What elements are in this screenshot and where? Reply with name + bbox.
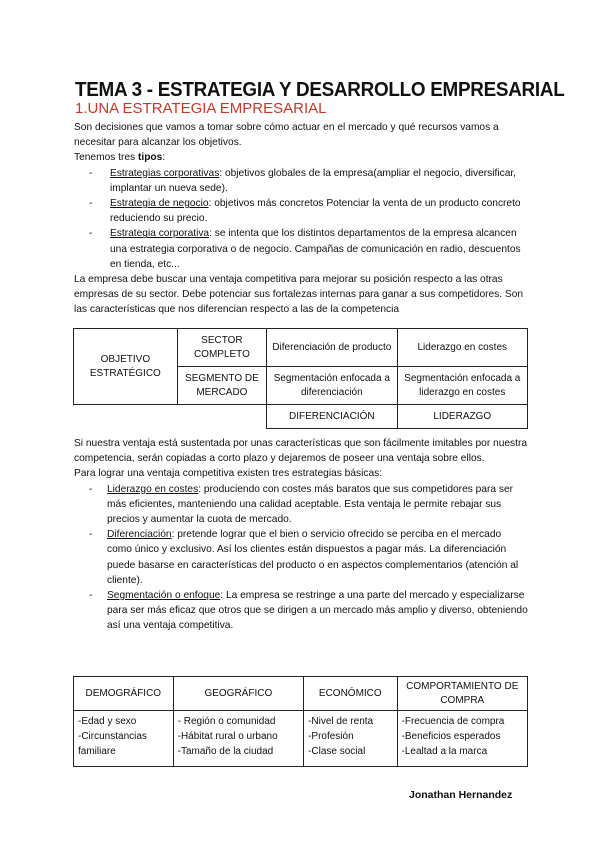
tres-estrategias-paragraph: Para lograr una ventaja competitiva existen tres estrategias básicas:	[74, 468, 383, 480]
types-intro-bold: tipos	[137, 152, 163, 164]
list-item-term: Diferenciación	[107, 529, 172, 541]
header-geografico: GEOGRÁFICO	[173, 677, 303, 711]
geografico-cell	[173, 711, 303, 767]
list-item-text: : La empresa se restringe a una parte del mercado y especializarse para ser más eficaz que otros que se dirigen a un mercado más amplio y diverso, obteniendo así una ventaja competitiva.	[107, 590, 528, 632]
list-item-text: : objetivos más concretos Potenciar la venta de un producto concreto reduciendo su precio.	[110, 198, 521, 225]
list-item-text: : pretende lograr que el bien o servicio ofrecido se perciba en el mercado como único y exclusivo. Así los clientes están dispuestos a pagar más. La diferenciación puede basarse en características del producto o en aspectos complementarios (atención al cliente).	[107, 529, 519, 586]
list-item-term: Estrategia de negocio	[110, 198, 209, 210]
document-title: TEMA 3 - ESTRATEGIA Y DESARROLLO EMPRESARIAL	[75, 78, 565, 101]
strategies-section	[74, 436, 528, 634]
segmentation-table	[73, 676, 528, 767]
section-title: 1.UNA ESTRATEGIA EMPRESARIAL	[75, 100, 327, 117]
list-item	[74, 166, 528, 196]
list-item-text: : objetivos globales de la empresa(ampliar el negocio, diversificar, implantar un nueva sede).	[110, 167, 517, 194]
header-comportamiento: COMPORTAMIENTO DE COMPRA	[397, 677, 527, 711]
demografico-cell	[74, 711, 174, 767]
list-item: -Tamaño de la ciudad	[177, 746, 274, 757]
empty-cell	[177, 405, 266, 429]
list-item: -Edad y sexo	[78, 716, 137, 727]
types-intro-post: :	[162, 152, 166, 164]
economico-cell	[304, 711, 397, 767]
types-intro	[74, 150, 528, 165]
header-demografico: DEMOGRÁFICO	[74, 677, 174, 711]
list-item-term: Segmentación o enfoque	[107, 590, 221, 602]
list-item-text: : se intenta que los distintos departamentos de la empresa alcancen una estrategia corporativa o de negocio. Campañas de comunicación en radio, descuentos en tienda, etc...	[110, 228, 521, 270]
liderazgo-costes-cell: Liderazgo en costes	[397, 329, 527, 367]
list-item-text: : produciendo con costes más baratos que sus competidores para ser más eficientes, manteniendo una calidad aceptable. Esta ventaja le permite rebajar sus precios y aumentar la cuota de mercado.	[107, 483, 514, 526]
intro-paragraph	[74, 120, 528, 318]
list-item-term: Estrategia corporativa	[110, 228, 210, 240]
competitive-paragraph: La empresa debe buscar una ventaja competitiva para mejorar su posición respecto a las otras empresas de su sector. Debe potenciar sus fortalezas internas para ganar a sus competidores. Son las características que nos diferencian respecto a las de la competencia	[74, 274, 524, 316]
list-item	[74, 196, 528, 226]
list-item: -Hábitat rural o urbano	[177, 731, 278, 742]
types-intro-pre: Tenemos tres	[74, 152, 138, 164]
seg-diferenciacion-cell: Segmentación enfocada a diferenciación	[267, 367, 397, 405]
empty-cell	[74, 405, 178, 429]
list-item: -Frecuencia de compra	[401, 716, 505, 727]
imitables-paragraph: Si nuestra ventaja está sustentada por unas características que son fácilmente imitables por nuestra competencia, serán copiadas a corto plazo y dejaremos de poseer una ventaja sobre ellos.	[74, 438, 528, 465]
author-signature: Jonathan Hernandez	[409, 789, 513, 801]
list-item: -Nivel de renta	[308, 716, 374, 727]
list-item: - Región o comunidad	[177, 716, 276, 727]
list-item: -Clase social	[308, 746, 366, 757]
list-item	[74, 226, 528, 272]
intro-text: Son decisiones que vamos a tomar sobre cómo actuar en el mercado y qué recursos vamos a necesitar para alcanzar los objetivos.	[74, 122, 499, 149]
footer-diferenciacion-cell: DIFERENCIACIÓN	[267, 405, 397, 429]
list-item	[74, 482, 528, 528]
strategies-list	[74, 482, 528, 634]
header-economico: ECONÓMICO	[304, 677, 397, 711]
types-list	[74, 166, 528, 272]
seg-liderazgo-cell: Segmentación enfocada a liderazgo en costes	[397, 367, 527, 405]
strategy-matrix-table	[73, 328, 528, 429]
footer-liderazgo-cell: LIDERAZGO	[397, 405, 527, 429]
list-item: -Profesión	[308, 731, 354, 742]
list-item: -Lealtad a la marca	[401, 746, 488, 757]
list-item	[74, 527, 528, 588]
list-item-term: Estrategias corporativas	[110, 167, 220, 179]
comportamiento-cell	[397, 711, 527, 767]
sector-cell: SECTOR COMPLETO	[177, 329, 266, 367]
list-item: -Beneficios esperados	[401, 731, 501, 742]
list-item	[74, 588, 528, 634]
diferenciacion-producto-cell: Diferenciación de producto	[267, 329, 397, 367]
list-item: -Circunstancias familiare	[78, 731, 147, 757]
segmento-cell: SEGMENTO DE MERCADO	[177, 367, 266, 405]
list-item-term: Liderazgo en costes	[107, 483, 199, 495]
objetivo-cell: OBJETIVO ESTRATÉGICO	[74, 329, 178, 405]
